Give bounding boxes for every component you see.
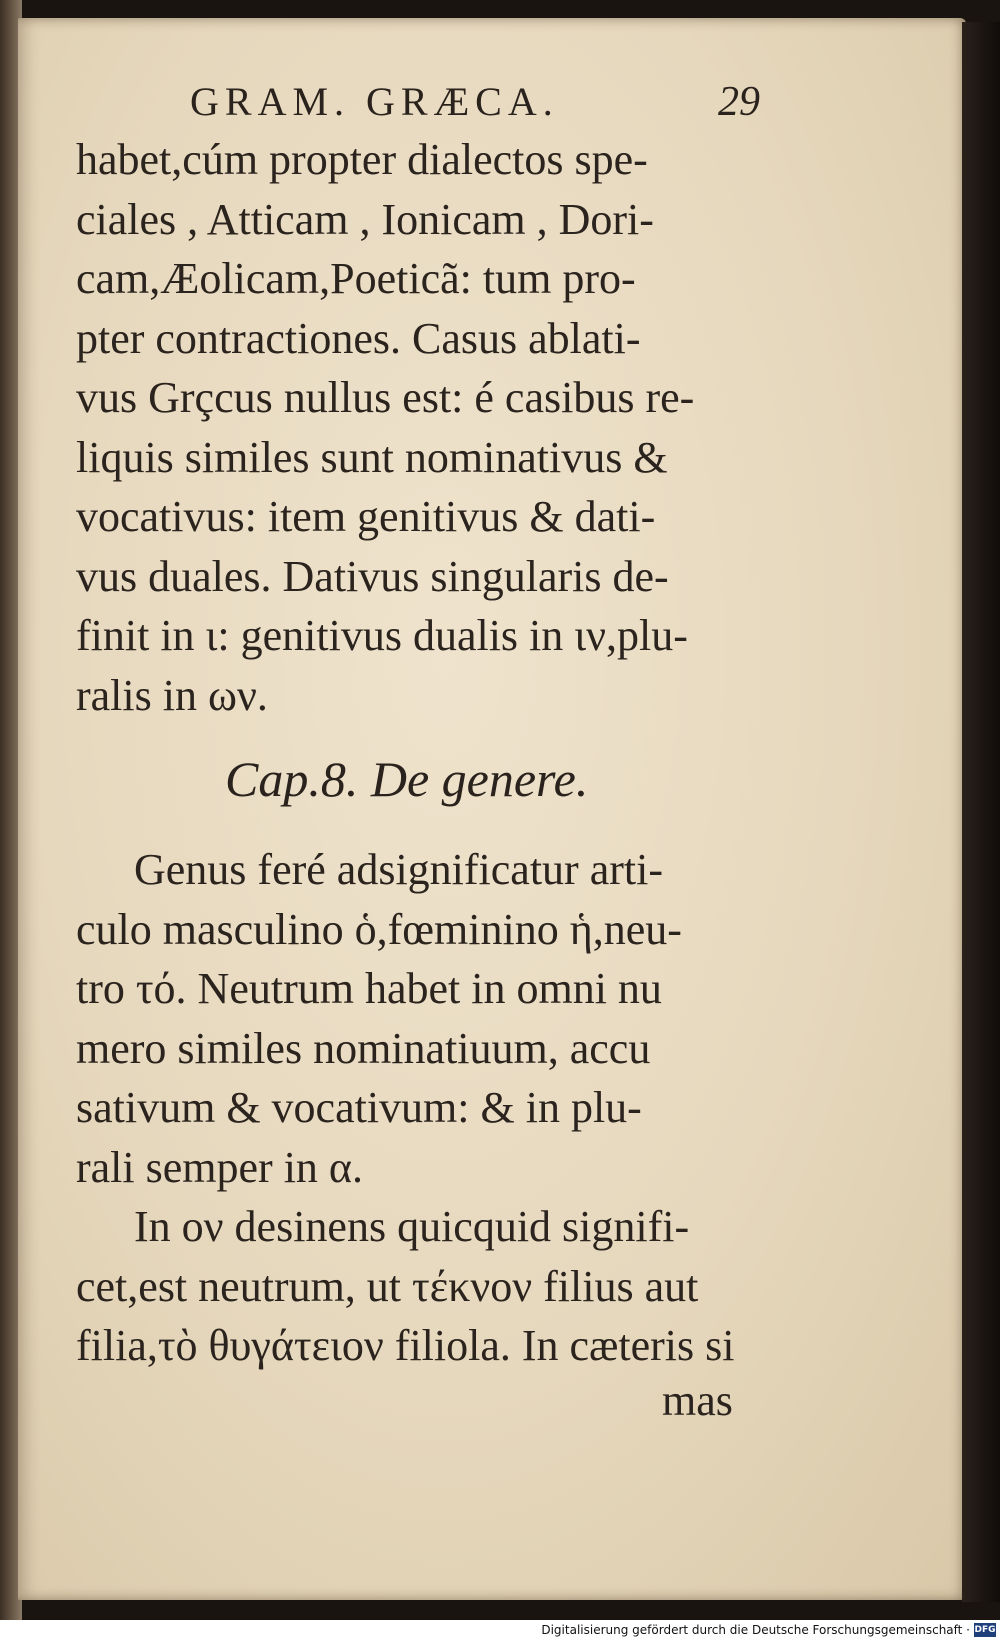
text-line: cam,Æolicam,Poeticã: tum pro- <box>76 254 636 303</box>
page-number: 29 <box>718 79 760 125</box>
text-line: liquis similes sunt nominativus & <box>76 432 668 482</box>
text-line: filia,τὸ θυγάτειον filiola. In cæteris si <box>76 1321 735 1370</box>
text-line: vus duales. Dativus singularis de- <box>76 551 669 601</box>
funding-credit: Digitalisierung gefördert durch die Deutsche Forschungsgemeinschaft · <box>541 1623 970 1637</box>
running-header <box>180 78 760 128</box>
catchword: mas <box>662 1376 733 1425</box>
text-line: vus Grçcus nullus est: é casibus re- <box>76 373 695 422</box>
text-line: rali semper in α. <box>76 1142 363 1192</box>
text-line: In ον desinens quicquid signifi- <box>134 1202 690 1251</box>
text-line: tro τό. Neutrum habet in omni nu <box>76 964 662 1013</box>
text-line: culo masculino ὁ,fœminino ἡ,neu- <box>76 904 682 954</box>
paragraph-block-a <box>76 130 746 725</box>
dfg-logo-icon: DFG <box>974 1625 996 1635</box>
text-line: finit in ι: genitivus dualis in ιν,plu- <box>76 611 688 660</box>
text-line: pter contractiones. Casus ablati- <box>76 313 641 363</box>
paragraph-block-c <box>76 1197 746 1376</box>
text-line: vocativus: item genitivus & dati- <box>76 492 656 541</box>
text-line: cet,est neutrum, ut τέκνον filius aut <box>76 1261 699 1311</box>
paragraph-block-b <box>76 840 746 1197</box>
text-line: ralis in ων. <box>76 670 268 720</box>
text-line: habet,cúm propter dialectos spe- <box>76 135 648 184</box>
text-line: ciales , Atticam , Ionicam , Dori- <box>76 194 654 244</box>
chapter-heading: Cap.8. De genere. <box>225 751 589 807</box>
text-line: sativum & vocativum: & in plu- <box>76 1083 642 1132</box>
footer-bar <box>0 1620 1000 1642</box>
text-line: Genus feré adsignificatur arti- <box>134 845 663 894</box>
text-line: mero similes nominatiuum, accu <box>76 1023 651 1073</box>
page-right-shadow <box>962 22 1000 1602</box>
running-title: GRAM. GRÆCA. <box>190 79 559 124</box>
